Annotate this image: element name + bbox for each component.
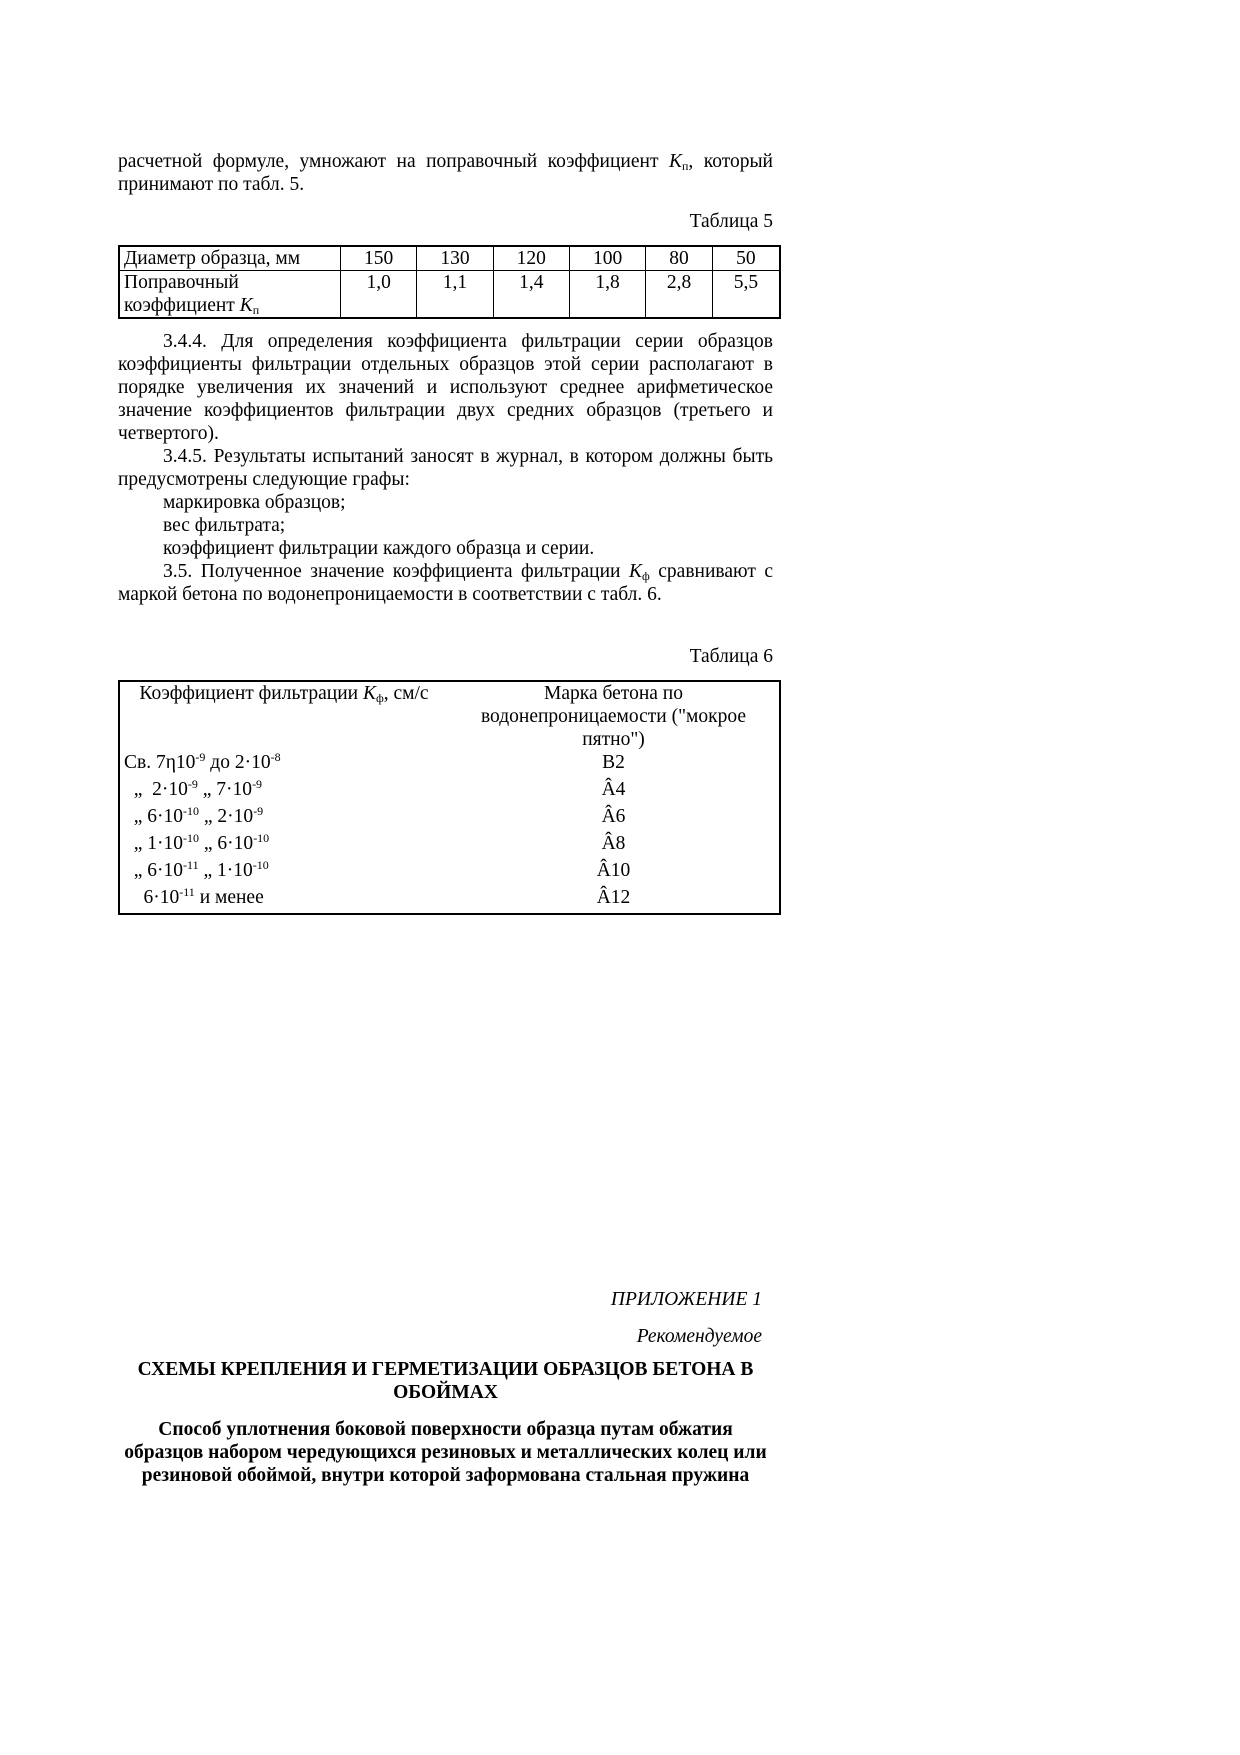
- table-row: [119, 246, 780, 271]
- k-symbol: K: [239, 295, 253, 316]
- range-text: „ 6·10: [199, 833, 254, 854]
- table5-cell: 80: [646, 246, 713, 271]
- exponent: -10: [183, 831, 200, 845]
- k-subscript: ф: [641, 569, 650, 583]
- table6-range-cell: [119, 805, 448, 832]
- range-text: и менее: [194, 887, 264, 908]
- range-text: Св. 7: [124, 752, 166, 773]
- appendix-status: Рекомендуемое: [636, 1326, 762, 1347]
- exponent: -11: [179, 885, 195, 899]
- range-text: „ 1·10: [124, 833, 184, 854]
- table5-cell: 120: [493, 246, 569, 271]
- table6-range-cell: [119, 778, 448, 805]
- intro-text: расчетной формуле, умножают на поправочный коэффициент: [118, 151, 669, 172]
- paragraph-3-4-5: 3.4.5. Результаты испытаний заносят в журнал, в котором должны быть предусмотрены следующие графы:: [118, 446, 773, 490]
- table5-cell: 1,0: [341, 271, 417, 319]
- table-row: [119, 805, 780, 832]
- range-text: до 2·10: [205, 752, 271, 773]
- range-text: 6·10: [124, 887, 180, 908]
- exponent: -9: [195, 750, 206, 764]
- list-item: маркировка образцов;: [163, 492, 346, 513]
- k-symbol: K: [668, 151, 682, 172]
- paragraph-3-5-start: 3.5. Полученное значение коэффициента фильтрации: [163, 561, 629, 582]
- intro-paragraph: [118, 150, 773, 196]
- table6-header-coefficient: [119, 681, 448, 751]
- paragraph-3-5: [118, 560, 773, 606]
- table-row: [119, 778, 780, 805]
- table6-grade-cell: В2: [602, 752, 625, 773]
- paragraph-3-5-end: сравнивают с маркой бетона по водонепроницаемости в соответствии с табл. 6.: [118, 561, 773, 605]
- table5-cell: 5,5: [712, 271, 780, 319]
- body-text: [118, 330, 773, 606]
- table5-coefficient-label: [119, 271, 341, 319]
- k-subscript: ф: [375, 691, 384, 705]
- table5-cell: 100: [569, 246, 645, 271]
- exponent: -9: [187, 777, 198, 791]
- paragraph-3-4-4: 3.4.4. Для определения коэффициента фильтрации серии образцов коэффициенты фильтрации отдельных образцов этой серии располагают в порядке увеличения их значений и используют среднее арифметическое значение коэффициентов фильтрации двух средних образцов (третьего и четвертого).: [118, 331, 773, 444]
- table-row: [119, 681, 780, 751]
- appendix-title: СХЕМЫ КРЕПЛЕНИЯ И ГЕРМЕТИЗАЦИИ ОБРАЗЦОВ БЕТОНА В ОБОЙМАХ: [137, 1359, 754, 1403]
- table6-grade-cell: Â10: [596, 860, 631, 881]
- exponent: -10: [252, 858, 269, 872]
- range-text: 10: [175, 752, 196, 773]
- table6-range-cell: [119, 832, 448, 859]
- table5-cell: 1,8: [569, 271, 645, 319]
- table5-cell: 1,4: [493, 271, 569, 319]
- table-5: [118, 245, 781, 319]
- table6-header-grade: Марка бетона по водонепроницаемости ("мокрое пятно"): [480, 683, 747, 750]
- range-text: „ 2·10: [124, 779, 188, 800]
- table-row: [119, 832, 780, 859]
- range-text: „ 6·10: [124, 860, 184, 881]
- table5-caption: Таблица 5: [689, 211, 773, 232]
- appendix-label: ПРИЛОЖЕНИЕ 1: [610, 1289, 762, 1310]
- table6-grade-cell: Â6: [601, 806, 626, 827]
- table-row: [119, 751, 780, 778]
- table5-cell: 150: [341, 246, 417, 271]
- table6-header-text: Коэффициент фильтрации: [139, 683, 363, 704]
- table-row: [119, 886, 780, 914]
- table5-cell: 2,8: [646, 271, 713, 319]
- range-text: „ 2·10: [199, 806, 254, 827]
- range-text: „ 7·10: [197, 779, 253, 800]
- range-text: „ 6·10: [124, 806, 184, 827]
- appendix-subtitle: Способ уплотнения боковой поверхности образца путам обжатия образцов набором чередующихся резиновых и металлических колец или резиновой обоймой, внутри которой заформована стальная пружина: [124, 1419, 767, 1486]
- table6-range-cell: [119, 886, 448, 914]
- exponent: -10: [183, 804, 200, 818]
- table5-cell: 50: [712, 246, 780, 271]
- table6-grade-cell: Â8: [601, 833, 626, 854]
- table-row: [119, 271, 780, 319]
- list-item: коэффициент фильтрации каждого образца и серии.: [163, 538, 595, 559]
- table5-cell: 130: [417, 246, 493, 271]
- table6-range-cell: [119, 751, 448, 778]
- exponent: -9: [253, 804, 264, 818]
- exponent: -9: [252, 777, 263, 791]
- exponent: -11: [183, 858, 199, 872]
- range-text: „ 1·10: [198, 860, 253, 881]
- list-item: вес фильтрата;: [163, 515, 286, 536]
- k-subscript: п: [252, 303, 260, 317]
- k-symbol: K: [362, 683, 376, 704]
- k-subscript: п: [681, 159, 689, 173]
- table5-diameter-label: Диаметр образца, мм: [119, 246, 341, 271]
- table6-range-cell: [119, 859, 448, 886]
- table6-caption: Таблица 6: [689, 646, 773, 667]
- table-6: [118, 680, 781, 915]
- table5-coefficient-label-text: Поправочный коэффициент: [124, 272, 240, 316]
- table6-header-unit: , см/с: [383, 683, 429, 704]
- k-symbol: K: [628, 561, 642, 582]
- exponent: -8: [270, 750, 281, 764]
- table6-grade-cell: Â4: [601, 779, 626, 800]
- table6-grade-cell: Â12: [596, 887, 631, 908]
- range-text: η: [165, 752, 176, 773]
- table5-cell: 1,1: [417, 271, 493, 319]
- table-row: [119, 859, 780, 886]
- exponent: -10: [253, 831, 270, 845]
- intro-text-end: , который принимают по табл. 5.: [118, 151, 773, 195]
